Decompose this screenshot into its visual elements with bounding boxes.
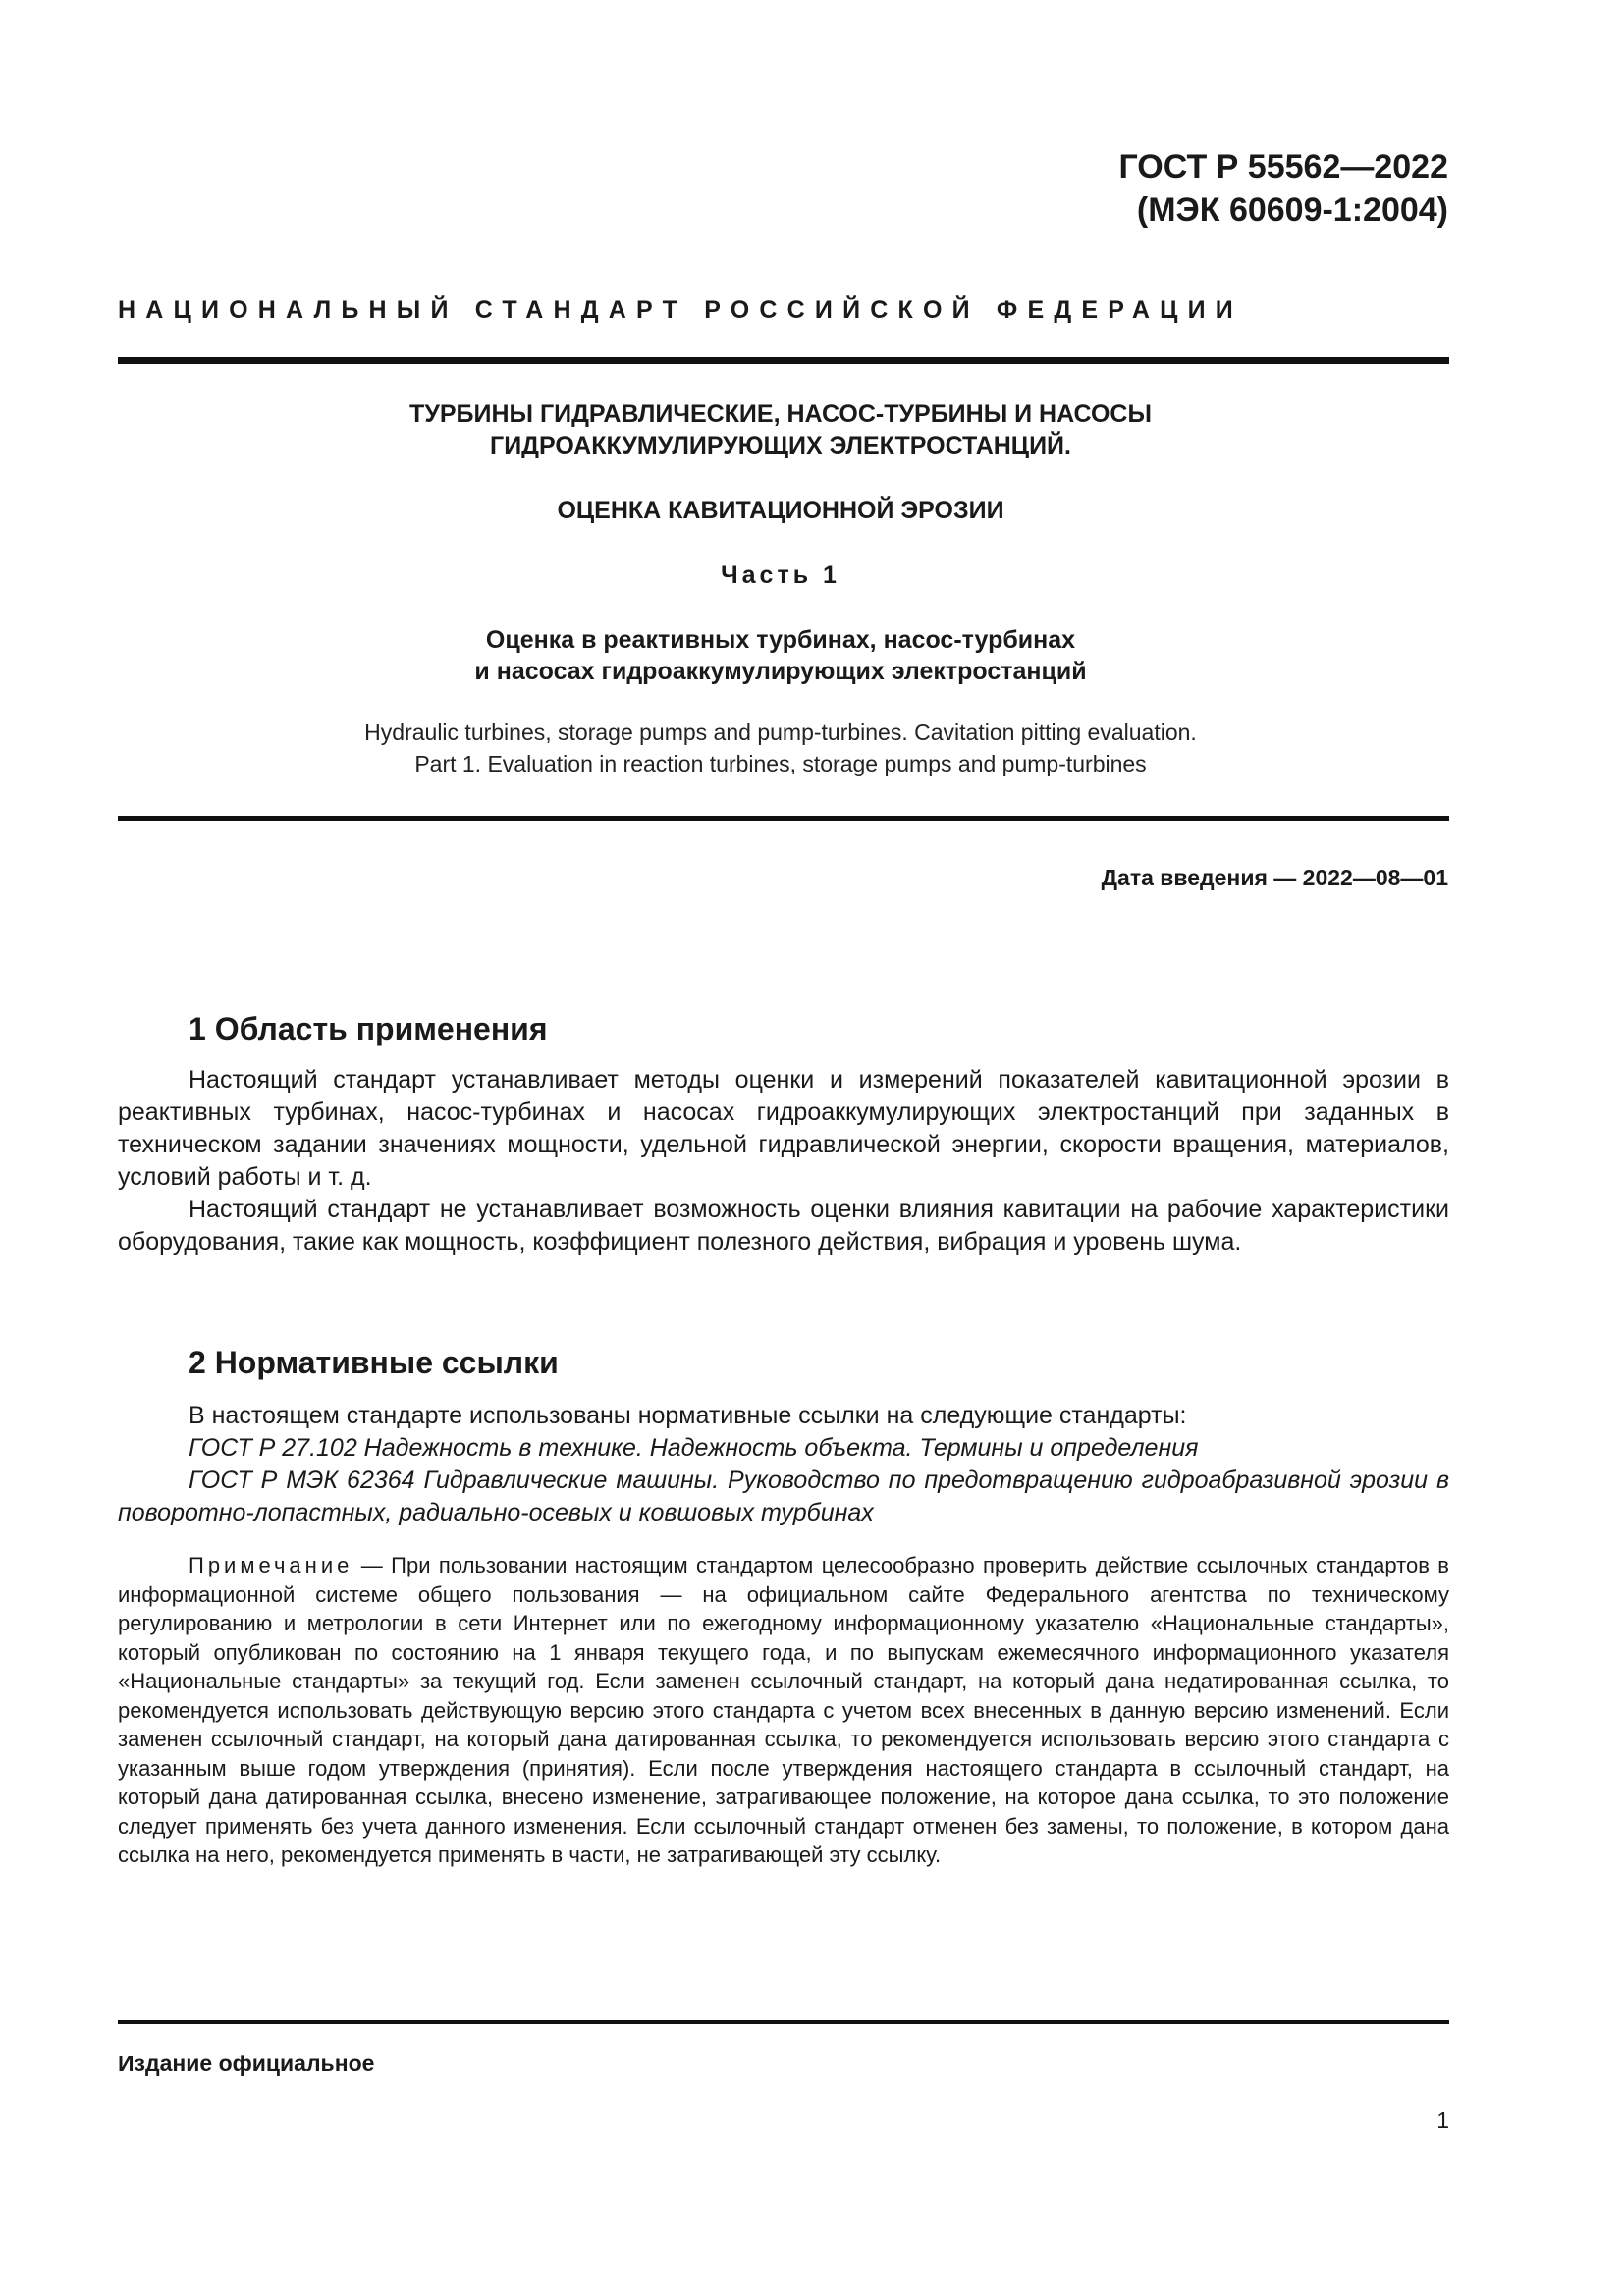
section-2-body — [118, 1400, 1449, 1529]
note-text: — При пользовании настоящим стандартом целесообразно проверить действие ссылочных стандартов в информационной системе общего пользования — на официальном сайте Федерального агентства по техническому регулированию и метрологии в сети Интернет или по ежегодному информационному указателю «Национальные стандарты», который опубликован по состоянию на 1 января текущего года, и по выпускам ежемесячного информационного указателя «Национальные стандарты» за текущий год. Если заменен ссылочный стандарт, на который дана недатированная ссылка, то рекомендуется использовать действующую версию этого стандарта с учетом всех внесенных в данную версию изменений. Если заменен ссылочный стандарт, на который дана датированная ссылка, то рекомендуется использовать версию этого стандарта с указанным выше годом утверждения (принятия). Если после утверждения настоящего стандарта в ссылочный стандарт, на который дана датированная ссылка, внесено изменение, затрагивающее положение, на которое дана ссылка, то это положение следует применять без учета данного изменения. Если ссылочный стандарт отменен без замены, то положение, в котором дана ссылка на него, рекомендуется применять в части, не затрагивающей эту ссылку. — [118, 1553, 1449, 1867]
note-block — [118, 1551, 1449, 1870]
document-title-line2: ГИДРОАККУМУЛИРУЮЩИХ ЭЛЕКТРОСТАНЦИЙ. — [490, 432, 1071, 459]
section-1-body — [118, 1064, 1449, 1258]
divider-top — [118, 357, 1449, 364]
iec-code: (МЭК 60609-1:2004) — [1136, 191, 1448, 229]
english-title — [196, 717, 1365, 779]
part-name-line1: Оценка в реактивных турбинах, насос-турбинах — [485, 626, 1076, 654]
normative-reference-2: ГОСТ Р МЭК 62364 Гидравлические машины. Руководство по предотвращению гидроабразивной эрозии в поворотно-лопастных, радиально-осевых и ковшовых турбинах — [118, 1467, 1449, 1526]
divider-bottom — [118, 2020, 1449, 2024]
english-title-line1: Hydraulic turbines, storage pumps and pump-turbines. Cavitation pitting evaluation. — [364, 720, 1197, 745]
section-1-heading: 1 Область применения — [189, 1011, 548, 1046]
document-title-line1: ТУРБИНЫ ГИДРАВЛИЧЕСКИЕ, НАСОС-ТУРБИНЫ И НАСОСЫ — [409, 400, 1152, 428]
divider-middle — [118, 816, 1449, 821]
section-2-intro: В настоящем стандарте использованы нормативные ссылки на следующие стандарты: — [189, 1402, 1187, 1429]
document-subtitle: ОЦЕНКА КАВИТАЦИОННОЙ ЭРОЗИИ — [557, 497, 1004, 524]
note-label: Примечание — [189, 1553, 353, 1577]
introduction-date: Дата введения — 2022—08—01 — [1101, 865, 1448, 890]
normative-reference-1: ГОСТ Р 27.102 Надежность в технике. Надежность объекта. Термины и определения — [189, 1434, 1199, 1462]
page-number: 1 — [1436, 2108, 1449, 2133]
national-standard-banner: НАЦИОНАЛЬНЫЙ СТАНДАРТ РОССИЙСКОЙ ФЕДЕРАЦИИ — [118, 296, 1243, 324]
section-2-heading: 2 Нормативные ссылки — [189, 1345, 559, 1380]
section-1-paragraph-2: Настоящий стандарт не устанавливает возможность оценки влияния кавитации на рабочие характеристики оборудования, такие как мощность, коэффициент полезного действия, вибрация и уровень шума. — [118, 1196, 1449, 1255]
part-name-line2: и насосах гидроаккумулирующих электростанций — [474, 658, 1087, 685]
english-title-line2: Part 1. Evaluation in reaction turbines, storage pumps and pump-turbines — [414, 751, 1147, 776]
section-1-paragraph-1: Настоящий стандарт устанавливает методы оценки и измерений показателей кавитационной эрозии в реактивных турбинах, насос-турбинах и насосах гидроаккумулирующих электростанций при заданных в техническом задании значениях мощности, удельной гидравлической энергии, скорости вращения, материалов, условий работы и т. д. — [118, 1066, 1449, 1191]
official-edition-label: Издание официальное — [118, 2051, 375, 2076]
gost-code: ГОСТ Р 55562—2022 — [1118, 148, 1448, 186]
document-part-name — [196, 624, 1365, 687]
note-paragraph — [118, 1551, 1449, 1870]
document-title — [196, 399, 1365, 461]
document-part: Часть 1 — [721, 561, 840, 589]
